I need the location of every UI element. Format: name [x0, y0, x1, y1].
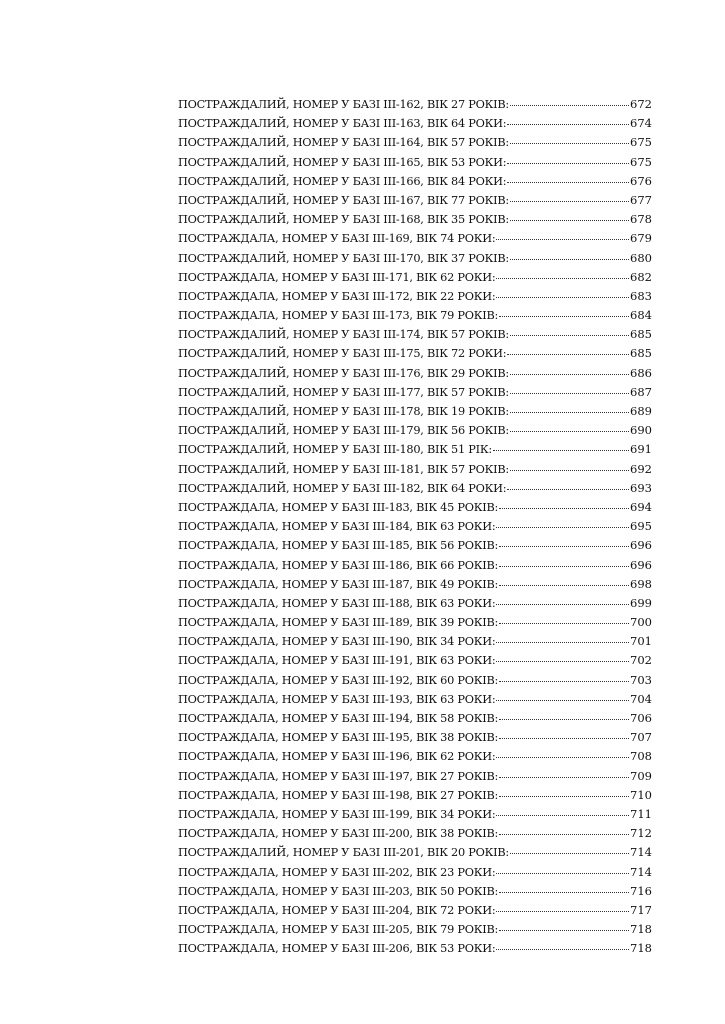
- toc-entry[interactable]: [178, 536, 652, 555]
- toc-entry-page-number: 716: [630, 883, 652, 898]
- toc-entry-page-number: 674: [630, 116, 652, 131]
- toc-entry-page-number: 682: [630, 269, 652, 284]
- dot-leader: [510, 374, 629, 375]
- dot-leader: [499, 719, 629, 720]
- toc-entry-title: ПОСТРАЖДАЛА, НОМЕР У БАЗІ III-202, ВІК 23 РОКИ:: [178, 865, 496, 879]
- toc-entry-page-number: 677: [630, 192, 652, 207]
- toc-entry[interactable]: [178, 728, 652, 747]
- toc-entry[interactable]: [178, 460, 652, 479]
- toc-entry-title: ПОСТРАЖДАЛА, НОМЕР У БАЗІ III-171, ВІК 62 РОКИ:: [178, 270, 496, 284]
- toc-entry-page-number: 714: [630, 864, 652, 879]
- dot-leader: [510, 220, 629, 221]
- toc-entry[interactable]: [178, 268, 652, 287]
- toc-entry-page-number: 698: [630, 576, 652, 591]
- dot-leader: [496, 278, 629, 279]
- toc-entry-page-number: 691: [630, 442, 652, 457]
- toc-entry-title: ПОСТРАЖДАЛА, НОМЕР У БАЗІ III-193, ВІК 63 РОКИ:: [178, 692, 496, 706]
- dot-leader: [510, 105, 629, 106]
- dot-leader: [493, 450, 629, 451]
- dot-leader: [510, 853, 629, 854]
- toc-entry-page-number: 699: [630, 595, 652, 610]
- table-of-contents: [178, 95, 652, 958]
- dot-leader: [507, 354, 629, 355]
- dot-leader: [499, 508, 629, 509]
- toc-entry[interactable]: [178, 843, 652, 862]
- toc-entry-page-number: 676: [630, 173, 652, 188]
- toc-entry-title: ПОСТРАЖДАЛА, НОМЕР У БАЗІ III-191, ВІК 63 РОКИ:: [178, 654, 496, 668]
- dot-leader: [499, 892, 629, 893]
- dot-leader: [496, 604, 629, 605]
- dot-leader: [496, 661, 629, 662]
- dot-leader: [507, 489, 629, 490]
- dot-leader: [510, 470, 629, 471]
- toc-entry-title: ПОСТРАЖДАЛИЙ, НОМЕР У БАЗІ III-176, ВІК 29 РОКІВ:: [178, 366, 509, 380]
- toc-entry[interactable]: [178, 95, 652, 114]
- toc-entry[interactable]: [178, 325, 652, 344]
- toc-entry[interactable]: [178, 651, 652, 670]
- toc-entry-page-number: 675: [630, 154, 652, 169]
- toc-entry-title: ПОСТРАЖДАЛИЙ, НОМЕР У БАЗІ III-163, ВІК 64 РОКИ:: [178, 117, 507, 131]
- toc-entry-page-number: 692: [630, 461, 652, 476]
- toc-entry-title: ПОСТРАЖДАЛА, НОМЕР У БАЗІ III-199, ВІК 34 РОКИ:: [178, 807, 496, 821]
- toc-entry-page-number: 679: [630, 231, 652, 246]
- toc-entry[interactable]: [178, 287, 652, 306]
- toc-entry-page-number: 718: [630, 941, 652, 956]
- toc-entry-page-number: 718: [630, 922, 652, 937]
- toc-entry-title: ПОСТРАЖДАЛА, НОМЕР У БАЗІ III-197, ВІК 27 РОКІВ:: [178, 769, 499, 783]
- toc-entry-title: ПОСТРАЖДАЛИЙ, НОМЕР У БАЗІ III-178, ВІК 19 РОКІВ:: [178, 405, 509, 418]
- toc-entry-page-number: 706: [630, 711, 652, 725]
- toc-entry[interactable]: [178, 114, 652, 133]
- dot-leader: [510, 143, 629, 144]
- toc-entry[interactable]: [178, 344, 652, 363]
- toc-entry-title: ПОСТРАЖДАЛА, НОМЕР У БАЗІ III-184, ВІК 63 РОКИ:: [178, 520, 496, 534]
- toc-entry[interactable]: [178, 747, 652, 766]
- dot-leader: [499, 681, 629, 682]
- dot-leader: [510, 431, 629, 432]
- toc-entry[interactable]: [178, 229, 652, 248]
- dot-leader: [496, 815, 629, 816]
- dot-leader: [499, 834, 629, 835]
- toc-entry-title: ПОСТРАЖДАЛИЙ, НОМЕР У БАЗІ III-162, ВІК 27 РОКІВ:: [178, 98, 509, 111]
- toc-entry-page-number: 690: [630, 423, 652, 438]
- toc-entry[interactable]: [178, 709, 652, 728]
- toc-entry[interactable]: [178, 786, 652, 805]
- toc-entry-title: ПОСТРАЖДАЛА, НОМЕР У БАЗІ III-188, ВІК 63 РОКИ:: [178, 596, 496, 610]
- dot-leader: [499, 546, 629, 547]
- toc-entry-page-number: 694: [630, 499, 652, 514]
- toc-entry-title: ПОСТРАЖДАЛИЙ, НОМЕР У БАЗІ III-179, ВІК 56 РОКІВ:: [178, 424, 509, 438]
- dot-leader: [496, 297, 629, 298]
- toc-entry[interactable]: [178, 383, 652, 402]
- dot-leader: [499, 930, 629, 931]
- toc-entry-page-number: 685: [630, 327, 652, 342]
- dot-leader: [510, 259, 629, 260]
- toc-entry-page-number: 683: [630, 288, 652, 303]
- toc-entry[interactable]: [178, 863, 652, 882]
- toc-entry-title: ПОСТРАЖДАЛИЙ, НОМЕР У БАЗІ III-175, ВІК 72 РОКИ:: [178, 347, 507, 361]
- dot-leader: [499, 777, 629, 778]
- toc-entry-title: ПОСТРАЖДАЛА, НОМЕР У БАЗІ III-189, ВІК 39 РОКІВ:: [178, 616, 499, 630]
- dot-leader: [510, 335, 629, 336]
- dot-leader: [499, 623, 629, 624]
- toc-entry[interactable]: [178, 671, 652, 690]
- dot-leader: [496, 949, 629, 950]
- toc-entry-page-number: 710: [630, 787, 652, 802]
- dot-leader: [499, 738, 629, 739]
- toc-entry[interactable]: [178, 440, 652, 459]
- toc-entry-title: ПОСТРАЖДАЛА, НОМЕР У БАЗІ III-203, ВІК 50 РОКІВ:: [178, 884, 499, 898]
- dot-leader: [510, 201, 629, 202]
- dot-leader: [496, 911, 629, 912]
- toc-entry[interactable]: [178, 805, 652, 824]
- dot-leader: [496, 700, 629, 701]
- dot-leader: [510, 412, 629, 413]
- toc-entry[interactable]: [178, 191, 652, 210]
- toc-entry[interactable]: [178, 575, 652, 594]
- toc-entry-page-number: 703: [630, 672, 652, 687]
- toc-entry-title: ПОСТРАЖДАЛА, НОМЕР У БАЗІ III-200, ВІК 38 РОКІВ:: [178, 827, 499, 841]
- toc-entry-title: ПОСТРАЖДАЛИЙ, НОМЕР У БАЗІ III-170, ВІК 37 РОКІВ:: [178, 251, 509, 265]
- toc-entry-title: ПОСТРАЖДАЛА, НОМЕР У БАЗІ III-206, ВІК 53 РОКИ:: [178, 942, 496, 956]
- toc-entry[interactable]: [178, 939, 652, 958]
- toc-entry[interactable]: [178, 556, 652, 575]
- toc-entry-title: ПОСТРАЖДАЛА, НОМЕР У БАЗІ III-183, ВІК 45 РОКІВ:: [178, 500, 499, 514]
- toc-entry-title: ПОСТРАЖДАЛИЙ, НОМЕР У БАЗІ III-174, ВІК 57 РОКІВ:: [178, 328, 509, 342]
- toc-entry-page-number: 717: [630, 902, 652, 917]
- toc-entry-title: ПОСТРАЖДАЛИЙ, НОМЕР У БАЗІ III-168, ВІК 35 РОКІВ:: [178, 213, 509, 227]
- toc-entry-title: ПОСТРАЖДАЛИЙ, НОМЕР У БАЗІ III-180, ВІК 51 РІК:: [178, 443, 492, 457]
- toc-entry[interactable]: [178, 249, 652, 268]
- toc-entry[interactable]: [178, 613, 652, 632]
- toc-entry-title: ПОСТРАЖДАЛИЙ, НОМЕР У БАЗІ III-181, ВІК 57 РОКІВ:: [178, 462, 509, 476]
- toc-entry-page-number: 678: [630, 212, 652, 227]
- toc-entry-page-number: 700: [630, 615, 652, 630]
- toc-entry[interactable]: [178, 133, 652, 152]
- toc-entry-page-number: 708: [630, 749, 652, 764]
- toc-entry[interactable]: [178, 767, 652, 786]
- toc-entry-title: ПОСТРАЖДАЛИЙ, НОМЕР У БАЗІ III-182, ВІК 64 РОКИ:: [178, 481, 507, 495]
- toc-entry[interactable]: [178, 421, 652, 440]
- dot-leader: [496, 239, 629, 240]
- toc-entry[interactable]: [178, 402, 652, 421]
- dot-leader: [496, 757, 629, 758]
- toc-entry-title: ПОСТРАЖДАЛА, НОМЕР У БАЗІ III-196, ВІК 62 РОКИ:: [178, 750, 496, 764]
- toc-entry[interactable]: [178, 479, 652, 498]
- toc-entry[interactable]: [178, 882, 652, 901]
- toc-entry[interactable]: [178, 690, 652, 709]
- toc-entry-page-number: 701: [630, 634, 652, 649]
- toc-entry[interactable]: [178, 210, 652, 229]
- toc-entry-page-number: 704: [630, 691, 652, 706]
- dot-leader: [499, 796, 629, 797]
- toc-entry-title: ПОСТРАЖДАЛИЙ, НОМЕР У БАЗІ III-167, ВІК 77 РОКІВ:: [178, 193, 509, 207]
- toc-entry[interactable]: [178, 632, 652, 651]
- toc-entry-title: ПОСТРАЖДАЛИЙ, НОМЕР У БАЗІ III-201, ВІК 20 РОКІВ:: [178, 846, 509, 860]
- toc-entry-title: ПОСТРАЖДАЛА, НОМЕР У БАЗІ III-173, ВІК 79 РОКІВ:: [178, 309, 499, 323]
- toc-entry-title: ПОСТРАЖДАЛА, НОМЕР У БАЗІ III-205, ВІК 79 РОКІВ:: [178, 923, 499, 937]
- toc-entry-title: ПОСТРАЖДАЛА, НОМЕР У БАЗІ III-172, ВІК 22 РОКИ:: [178, 289, 496, 303]
- toc-entry-page-number: 680: [630, 250, 652, 265]
- toc-entry-title: ПОСТРАЖДАЛА, НОМЕР У БАЗІ III-194, ВІК 58 РОКІВ:: [178, 712, 499, 725]
- toc-entry-page-number: 684: [630, 308, 652, 323]
- toc-entry-title: ПОСТРАЖДАЛА, НОМЕР У БАЗІ III-198, ВІК 27 РОКІВ:: [178, 788, 499, 802]
- toc-entry[interactable]: [178, 920, 652, 939]
- toc-entry[interactable]: [178, 172, 652, 191]
- toc-entry-page-number: 675: [630, 135, 652, 150]
- toc-entry-title: ПОСТРАЖДАЛИЙ, НОМЕР У БАЗІ III-164, ВІК 57 РОКІВ:: [178, 136, 509, 150]
- toc-entry-page-number: 687: [630, 384, 652, 399]
- toc-entry-page-number: 709: [630, 768, 652, 783]
- toc-entry-title: ПОСТРАЖДАЛА, НОМЕР У БАЗІ III-186, ВІК 66 РОКІВ:: [178, 558, 499, 572]
- toc-entry-title: ПОСТРАЖДАЛА, НОМЕР У БАЗІ III-204, ВІК 72 РОКИ:: [178, 903, 496, 917]
- toc-entry-page-number: 696: [630, 557, 652, 572]
- toc-entry[interactable]: [178, 306, 652, 325]
- dot-leader: [499, 585, 629, 586]
- toc-entry-page-number: 707: [630, 730, 652, 745]
- toc-entry-page-number: 696: [630, 538, 652, 553]
- dot-leader: [507, 163, 629, 164]
- toc-entry-title: ПОСТРАЖДАЛА, НОМЕР У БАЗІ III-195, ВІК 38 РОКІВ:: [178, 731, 499, 745]
- toc-entry-page-number: 693: [630, 480, 652, 495]
- toc-entry[interactable]: [178, 517, 652, 536]
- toc-entry-page-number: 714: [630, 845, 652, 860]
- dot-leader: [507, 182, 629, 183]
- dot-leader: [507, 124, 629, 125]
- dot-leader: [496, 642, 629, 643]
- toc-entry[interactable]: [178, 824, 652, 843]
- toc-entry-title: ПОСТРАЖДАЛА, НОМЕР У БАЗІ III-185, ВІК 56 РОКІВ:: [178, 539, 499, 553]
- toc-entry-page-number: 672: [630, 97, 652, 111]
- toc-entry-page-number: 686: [630, 365, 652, 380]
- toc-entry[interactable]: [178, 594, 652, 613]
- dot-leader: [499, 316, 629, 317]
- toc-entry-title: ПОСТРАЖДАЛА, НОМЕР У БАЗІ III-192, ВІК 60 РОКІВ:: [178, 673, 499, 687]
- toc-entry[interactable]: [178, 364, 652, 383]
- toc-entry-title: ПОСТРАЖДАЛИЙ, НОМЕР У БАЗІ III-165, ВІК 53 РОКИ:: [178, 155, 507, 169]
- toc-entry-title: ПОСТРАЖДАЛА, НОМЕР У БАЗІ III-187, ВІК 49 РОКІВ:: [178, 577, 499, 591]
- toc-entry-page-number: 702: [630, 653, 652, 668]
- toc-entry-title: ПОСТРАЖДАЛИЙ, НОМЕР У БАЗІ III-177, ВІК 57 РОКІВ:: [178, 385, 509, 399]
- toc-entry-page-number: 685: [630, 346, 652, 361]
- toc-entry-page-number: 689: [630, 404, 652, 418]
- toc-entry-title: ПОСТРАЖДАЛА, НОМЕР У БАЗІ III-190, ВІК 34 РОКИ:: [178, 635, 496, 649]
- toc-entry-title: ПОСТРАЖДАЛА, НОМЕР У БАЗІ III-169, ВІК 74 РОКИ:: [178, 232, 496, 246]
- toc-entry-title: ПОСТРАЖДАЛИЙ, НОМЕР У БАЗІ III-166, ВІК 84 РОКИ:: [178, 174, 507, 188]
- dot-leader: [496, 873, 629, 874]
- toc-entry[interactable]: [178, 153, 652, 172]
- toc-entry-page-number: 695: [630, 519, 652, 534]
- toc-entry[interactable]: [178, 498, 652, 517]
- dot-leader: [510, 393, 629, 394]
- toc-entry[interactable]: [178, 901, 652, 920]
- toc-entry-page-number: 711: [630, 806, 652, 821]
- toc-entry-page-number: 712: [630, 826, 652, 841]
- dot-leader: [499, 566, 629, 567]
- dot-leader: [496, 527, 629, 528]
